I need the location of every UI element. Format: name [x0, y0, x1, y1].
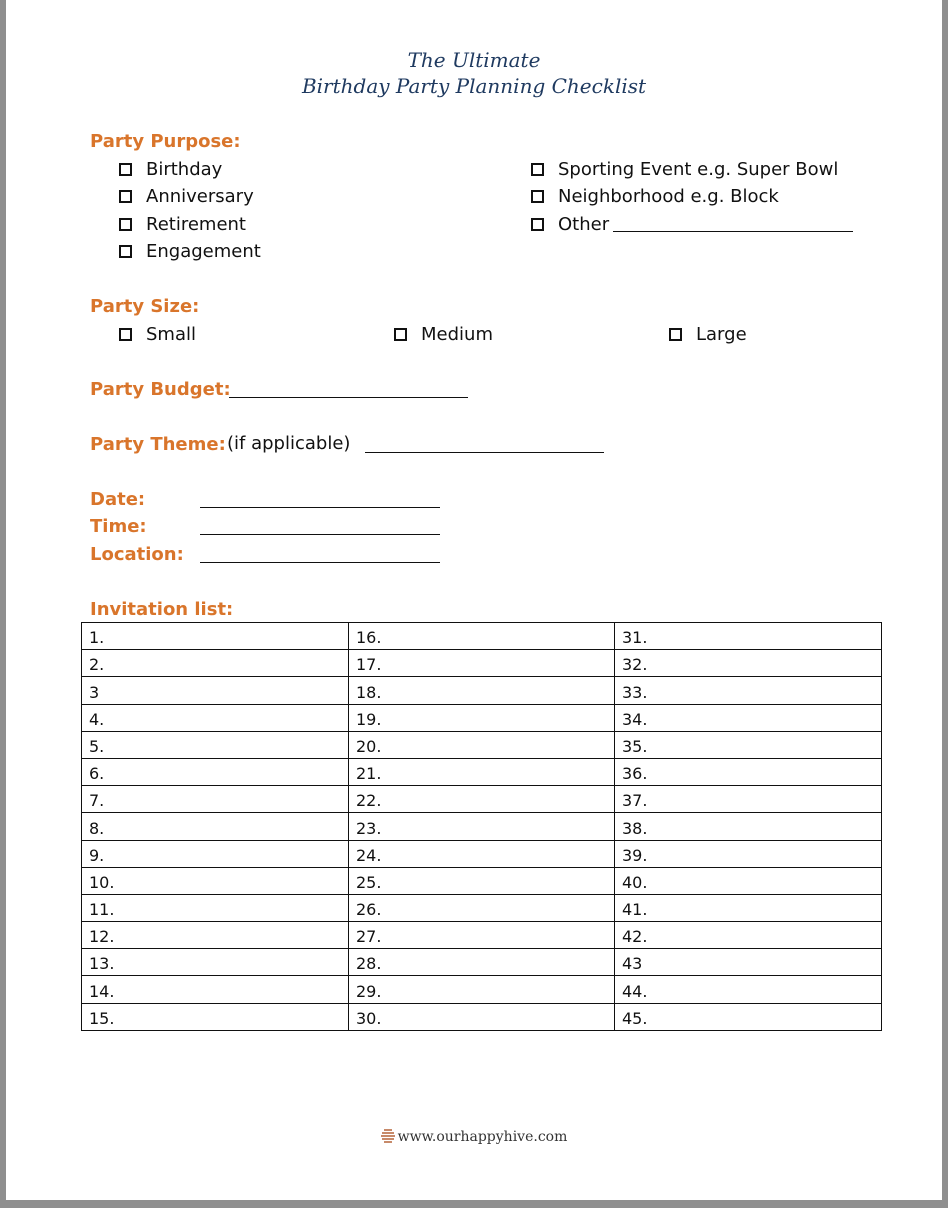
- purpose-option-other[interactable]: Other: [531, 214, 609, 235]
- date-label: Date:: [90, 489, 146, 510]
- invitation-entry-cell[interactable]: 45.: [615, 1003, 882, 1030]
- table-row: [82, 949, 882, 976]
- party-theme-label: Party Theme:: [90, 434, 226, 455]
- invitation-entry-cell[interactable]: 31.: [615, 623, 882, 650]
- invitation-entry-cell[interactable]: 41.: [615, 894, 882, 921]
- purpose-option-sporting-event[interactable]: Sporting Event e.g. Super Bowl: [531, 159, 838, 180]
- table-row: [82, 677, 882, 704]
- invitation-entry-cell[interactable]: 6.: [82, 758, 349, 785]
- invitation-entry-cell[interactable]: 43: [615, 949, 882, 976]
- time-label: Time:: [90, 516, 147, 537]
- party-purpose-label: Party Purpose:: [90, 131, 241, 152]
- checkbox-icon[interactable]: [531, 163, 544, 176]
- invitation-entry-cell[interactable]: 29.: [349, 976, 615, 1003]
- checkbox-icon[interactable]: [119, 190, 132, 203]
- invitation-entry-cell[interactable]: 20.: [349, 731, 615, 758]
- invitation-table: [81, 622, 882, 1031]
- invitation-entry-cell[interactable]: 36.: [615, 758, 882, 785]
- invitation-entry-cell[interactable]: 13.: [82, 949, 349, 976]
- invitation-entry-cell[interactable]: 7.: [82, 786, 349, 813]
- footer-url[interactable]: www.ourhappyhive.com: [397, 1129, 568, 1145]
- size-option-large[interactable]: Large: [669, 324, 747, 345]
- invitation-entry-cell[interactable]: 39.: [615, 840, 882, 867]
- table-row: [82, 976, 882, 1003]
- invitation-entry-cell[interactable]: 8.: [82, 813, 349, 840]
- invitation-entry-cell[interactable]: 34.: [615, 704, 882, 731]
- table-row: [82, 704, 882, 731]
- invitation-entry-cell[interactable]: 33.: [615, 677, 882, 704]
- title-line-2: Birthday Party Planning Checklist: [301, 74, 647, 98]
- invitation-entry-cell[interactable]: 38.: [615, 813, 882, 840]
- table-row: [82, 813, 882, 840]
- party-budget-label: Party Budget:: [90, 379, 231, 400]
- location-blank-line[interactable]: [200, 562, 440, 563]
- checkbox-icon[interactable]: [669, 328, 682, 341]
- other-blank-line[interactable]: [613, 231, 853, 232]
- footer: [0, 1128, 948, 1145]
- checkbox-icon[interactable]: [531, 218, 544, 231]
- invitation-entry-cell[interactable]: 23.: [349, 813, 615, 840]
- invitation-entry-cell[interactable]: 21.: [349, 758, 615, 785]
- purpose-option-engagement[interactable]: Engagement: [119, 241, 261, 262]
- checkbox-icon[interactable]: [119, 163, 132, 176]
- invitation-entry-cell[interactable]: 17.: [349, 650, 615, 677]
- theme-note: (if applicable): [227, 433, 351, 454]
- purpose-option-anniversary[interactable]: Anniversary: [119, 186, 254, 207]
- theme-blank-line[interactable]: [365, 452, 604, 453]
- invitation-entry-cell[interactable]: 18.: [349, 677, 615, 704]
- purpose-option-retirement[interactable]: Retirement: [119, 214, 246, 235]
- invitation-entry-cell[interactable]: 15.: [82, 1003, 349, 1030]
- invitation-entry-cell[interactable]: 16.: [349, 623, 615, 650]
- table-row: [82, 786, 882, 813]
- invitation-entry-cell[interactable]: 28.: [349, 949, 615, 976]
- party-size-label: Party Size:: [90, 296, 200, 317]
- invitation-entry-cell[interactable]: 4.: [82, 704, 349, 731]
- table-row: [82, 1003, 882, 1030]
- invitation-entry-cell[interactable]: 14.: [82, 976, 349, 1003]
- table-row: [82, 867, 882, 894]
- invitation-entry-cell[interactable]: 9.: [82, 840, 349, 867]
- invitation-entry-cell[interactable]: 26.: [349, 894, 615, 921]
- checkbox-icon[interactable]: [119, 245, 132, 258]
- budget-blank-line[interactable]: [229, 397, 468, 398]
- checkbox-icon[interactable]: [119, 328, 132, 341]
- invitation-entry-cell[interactable]: 24.: [349, 840, 615, 867]
- invitation-entry-cell[interactable]: 27.: [349, 922, 615, 949]
- invitation-entry-cell[interactable]: 19.: [349, 704, 615, 731]
- invitation-entry-cell[interactable]: 2.: [82, 650, 349, 677]
- table-row: [82, 758, 882, 785]
- table-row: [82, 840, 882, 867]
- invitation-entry-cell[interactable]: 5.: [82, 731, 349, 758]
- invitation-entry-cell[interactable]: 3: [82, 677, 349, 704]
- table-row: [82, 922, 882, 949]
- checkbox-icon[interactable]: [394, 328, 407, 341]
- time-blank-line[interactable]: [200, 534, 440, 535]
- purpose-option-neighborhood[interactable]: Neighborhood e.g. Block: [531, 186, 779, 207]
- location-label: Location:: [90, 544, 184, 565]
- invitation-entry-cell[interactable]: 25.: [349, 867, 615, 894]
- table-row: [82, 623, 882, 650]
- checkbox-icon[interactable]: [119, 218, 132, 231]
- invitation-entry-cell[interactable]: 22.: [349, 786, 615, 813]
- table-row: [82, 650, 882, 677]
- invitation-entry-cell[interactable]: 32.: [615, 650, 882, 677]
- hive-icon: [381, 1128, 395, 1144]
- invitation-entry-cell[interactable]: 35.: [615, 731, 882, 758]
- table-row: [82, 894, 882, 921]
- invitation-entry-cell[interactable]: 44.: [615, 976, 882, 1003]
- invitation-entry-cell[interactable]: 40.: [615, 867, 882, 894]
- invitation-entry-cell[interactable]: 10.: [82, 867, 349, 894]
- table-row: [82, 731, 882, 758]
- invitation-entry-cell[interactable]: 12.: [82, 922, 349, 949]
- size-option-small[interactable]: Small: [119, 324, 196, 345]
- title-line-1: The Ultimate: [407, 48, 541, 72]
- invitation-entry-cell[interactable]: 37.: [615, 786, 882, 813]
- size-option-medium[interactable]: Medium: [394, 324, 493, 345]
- checkbox-icon[interactable]: [531, 190, 544, 203]
- invitation-entry-cell[interactable]: 30.: [349, 1003, 615, 1030]
- invitation-entry-cell[interactable]: 11.: [82, 894, 349, 921]
- date-blank-line[interactable]: [200, 507, 440, 508]
- purpose-option-birthday[interactable]: Birthday: [119, 159, 222, 180]
- invitation-list-label: Invitation list:: [90, 599, 234, 620]
- invitation-entry-cell[interactable]: 1.: [82, 623, 349, 650]
- invitation-entry-cell[interactable]: 42.: [615, 922, 882, 949]
